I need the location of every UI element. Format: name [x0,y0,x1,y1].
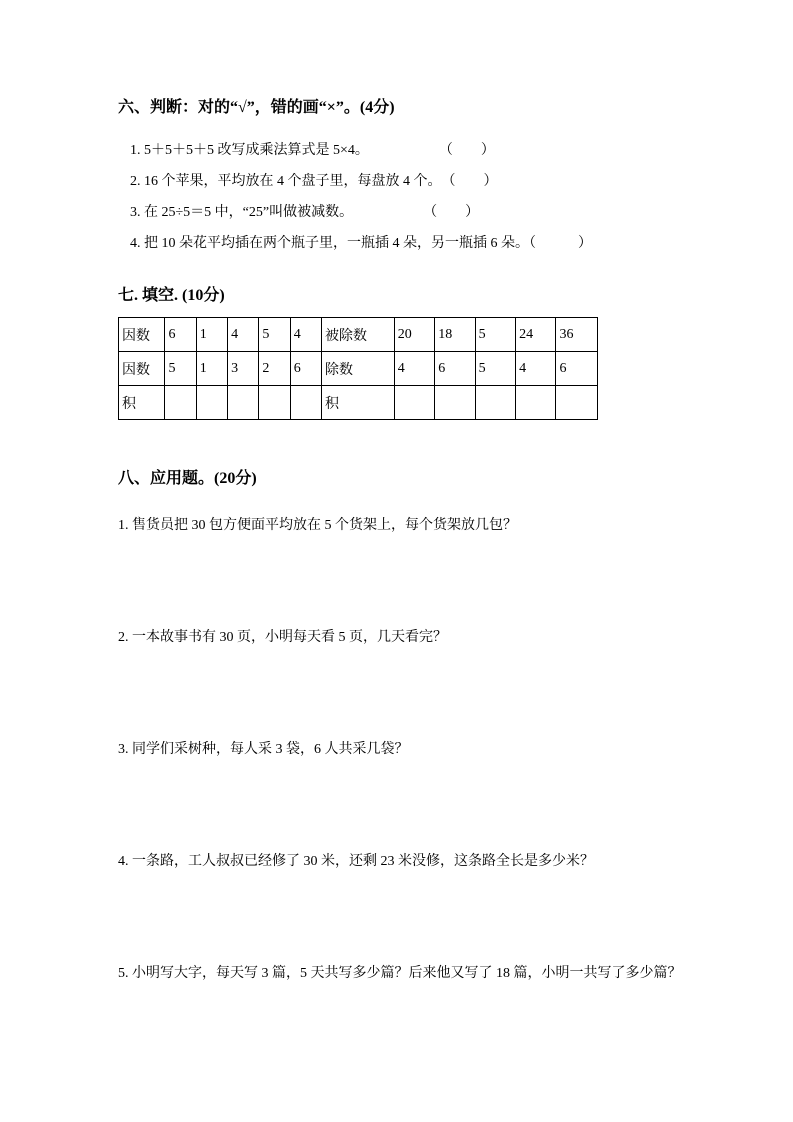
table-cell: 2 [259,352,290,386]
word-problem-4: 4. 一条路，工人叔叔已经修了 30 米，还剩 23 米没修，这条路全长是多少米？ [118,854,594,869]
table-row [119,386,598,420]
table-cell [259,386,290,420]
table-cell: 4 [516,352,556,386]
table-cell [394,386,434,420]
word-problem-3: 3. 同学们采树种，每人采 3 袋，6 人共采几袋？ [118,742,409,757]
table-cell: 5 [475,318,515,352]
section-fill-heading: 七. 填空. (10分) [118,287,225,304]
table-cell: 被除数 [322,318,395,352]
word-problem-1: 1. 售货员把 30 包方便面平均放在 5 个货架上，每个货架放几包？ [118,518,517,533]
table-cell: 4 [290,318,321,352]
table-cell: 6 [165,318,196,352]
table-cell: 5 [259,318,290,352]
table-cell: 因数 [119,352,165,386]
judge-item-2: 2. 16 个苹果，平均放在 4 个盘子里，每盘放 4 个。 （ ） [130,174,498,189]
table-cell [228,386,259,420]
word-problem-2: 2. 一本故事书有 30 页，小明每天看 5 页，几天看完？ [118,630,447,645]
judge-item-4: 4. 把 10 朵花平均插在两个瓶子里，一瓶插 4 朵，另一瓶插 6 朵。（ ） [130,236,592,251]
section-judge-heading: 六、判断：对的“√”，错的画“×”。(4分) [118,99,395,116]
table-cell: 4 [394,352,434,386]
table-cell [290,386,321,420]
table-cell [165,386,196,420]
table-cell: 积 [119,386,165,420]
table-cell: 除数 [322,352,395,386]
table-cell [516,386,556,420]
table-cell: 18 [435,318,475,352]
table-cell [435,386,475,420]
judge-item-3: 3. 在 25÷5＝5 中，“25”叫做被减数。 （ ） [130,205,480,220]
table-cell: 1 [196,318,227,352]
table-cell: 因数 [119,318,165,352]
table-cell: 5 [475,352,515,386]
table-cell: 36 [556,318,598,352]
table-cell: 1 [196,352,227,386]
judge-item-1: 1. 5＋5＋5＋5 改写成乘法算式是 5×4。 （ ） [130,143,495,158]
table-cell: 5 [165,352,196,386]
table-cell: 积 [322,386,395,420]
table-row [119,352,598,386]
table-cell: 20 [394,318,434,352]
table-row [119,318,598,352]
table-cell: 24 [516,318,556,352]
table-cell [196,386,227,420]
table-cell: 6 [435,352,475,386]
table-cell: 6 [556,352,598,386]
judge-list [118,135,693,259]
table-cell [556,386,598,420]
table-cell: 4 [228,318,259,352]
fill-in-table [118,317,598,420]
table-cell: 6 [290,352,321,386]
word-problem-list [118,516,693,984]
table-cell: 3 [228,352,259,386]
table-cell [475,386,515,420]
word-problem-5: 5. 小明写大字，每天写 3 篇，5 天共写多少篇？后来他又写了 18 篇，小明一共写了多少篇？ [118,966,682,981]
section-word-heading: 八、应用题。(20分) [118,470,257,487]
